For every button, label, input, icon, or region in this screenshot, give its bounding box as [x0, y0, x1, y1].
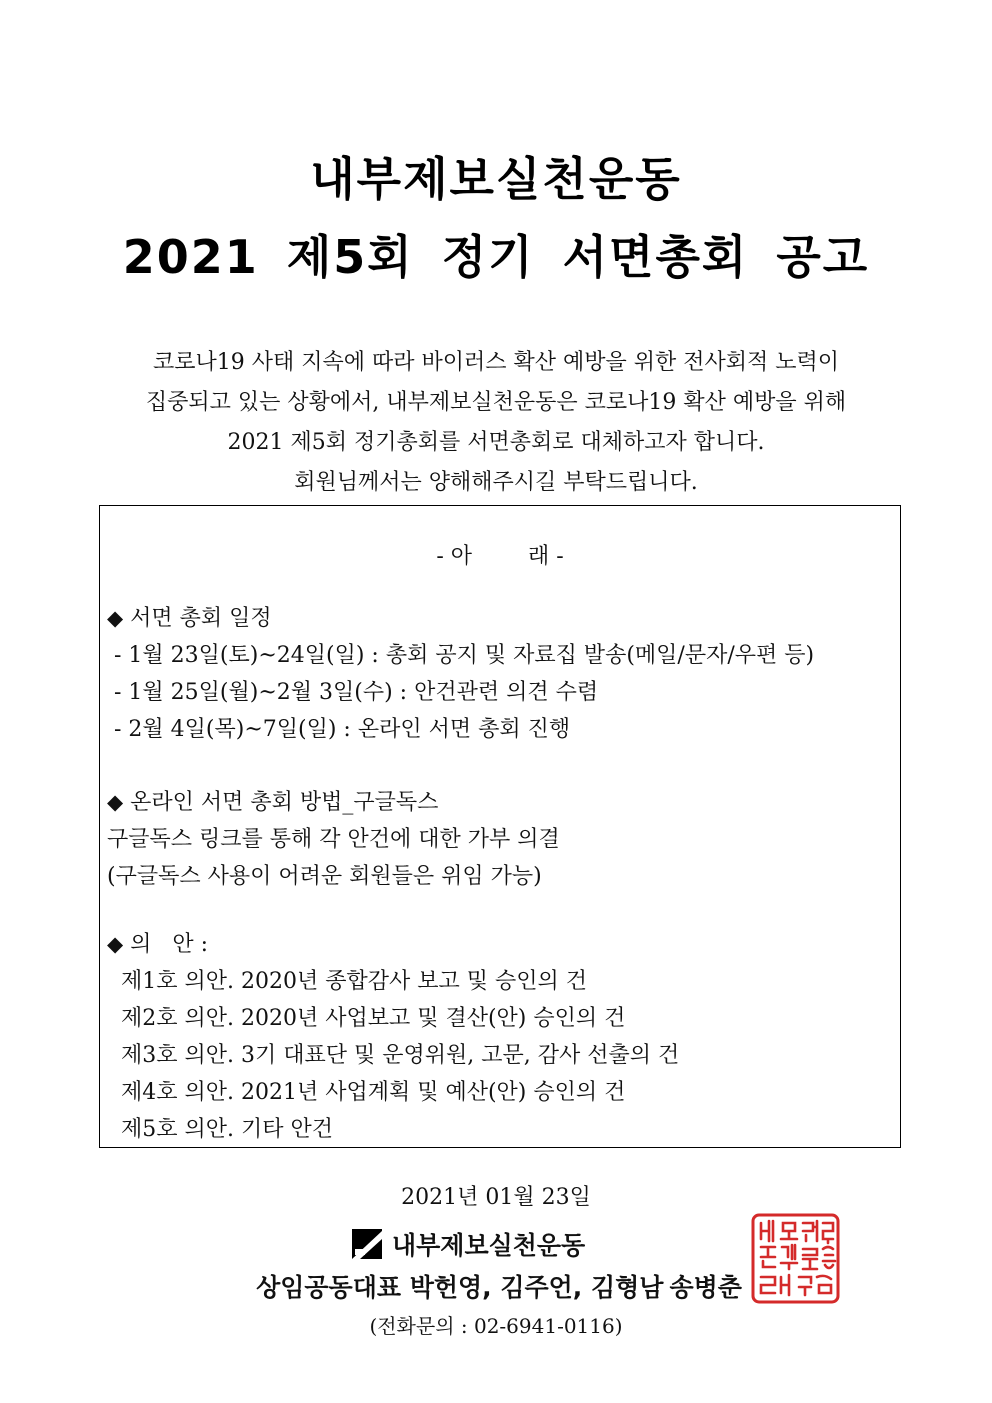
- contact-phone: (전화문의 : 02-6941-0116): [369, 1314, 623, 1338]
- agenda-item: 제5호 의안. 기타 안건: [107, 1117, 333, 1142]
- method-line: 구글독스 링크를 통해 각 안건에 대한 가부 의결: [107, 827, 560, 852]
- page-subtitle: 2021 제5회 정기 서면총회 공고: [122, 230, 870, 284]
- intro-paragraph: [0, 343, 992, 503]
- schedule-item: - 1월 23일(토)~24일(일) : 총회 공지 및 자료집 발송(메일/문자/우편 등): [107, 643, 815, 668]
- agenda-item: 제1호 의안. 2020년 종합감사 보고 및 승인의 건: [107, 969, 587, 994]
- organization-signature: [352, 1226, 585, 1262]
- method-section: [107, 784, 560, 895]
- agenda-item: 제3호 의안. 3기 대표단 및 운영위원, 고문, 감사 선출의 건: [107, 1043, 680, 1068]
- organization-logo-icon: [352, 1229, 382, 1259]
- agenda-item: 제4호 의안. 2021년 사업계획 및 예산(안) 승인의 건: [107, 1080, 626, 1105]
- representatives-label: 상임공동대표 박헌영, 김주언, 김형남: [256, 1273, 664, 1302]
- representative-last: 송병춘: [669, 1273, 742, 1302]
- agenda-section: [107, 926, 679, 1148]
- intro-line: 회원님께서는 양해해주시길 부탁드립니다.: [294, 470, 698, 495]
- notice-heading: - 아 래 -: [436, 544, 564, 569]
- intro-line: 코로나19 사태 지속에 따라 바이러스 확산 예방을 위한 전사회적 노력이: [153, 350, 839, 375]
- organization-name: 내부제보실천운동: [392, 1231, 586, 1260]
- schedule-item: - 2월 4일(목)~7일(일) : 온라인 서면 총회 진행: [107, 717, 571, 742]
- notice-box: [99, 505, 901, 1148]
- intro-line: 집중되고 있는 상황에서, 내부제보실천운동은 코로나19 확산 예방을 위해: [145, 390, 847, 415]
- diamond-bullet-icon: ◆: [107, 606, 124, 630]
- method-line: (구글독스 사용이 어려운 회원들은 위임 가능): [107, 864, 542, 889]
- schedule-title: 서면 총회 일정: [130, 606, 272, 631]
- red-seal-stamp: [751, 1213, 840, 1304]
- intro-line: 2021 제5회 정기총회를 서면총회로 대체하고자 합니다.: [227, 430, 765, 455]
- agenda-title: 의 안 :: [130, 932, 209, 957]
- diamond-bullet-icon: ◆: [107, 790, 124, 814]
- announcement-date: 2021년 01월 23일: [401, 1185, 591, 1210]
- method-title: 온라인 서면 총회 방법_구글독스: [130, 790, 439, 815]
- representatives: [0, 1268, 992, 1304]
- schedule-item: - 1월 25일(월)~2월 3일(수) : 안건관련 의견 수렴: [107, 680, 599, 705]
- page-title: 내부제보실천운동: [310, 152, 682, 206]
- agenda-item: 제2호 의안. 2020년 사업보고 및 결산(안) 승인의 건: [107, 1006, 626, 1031]
- diamond-bullet-icon: ◆: [107, 932, 124, 956]
- schedule-section: [107, 600, 814, 748]
